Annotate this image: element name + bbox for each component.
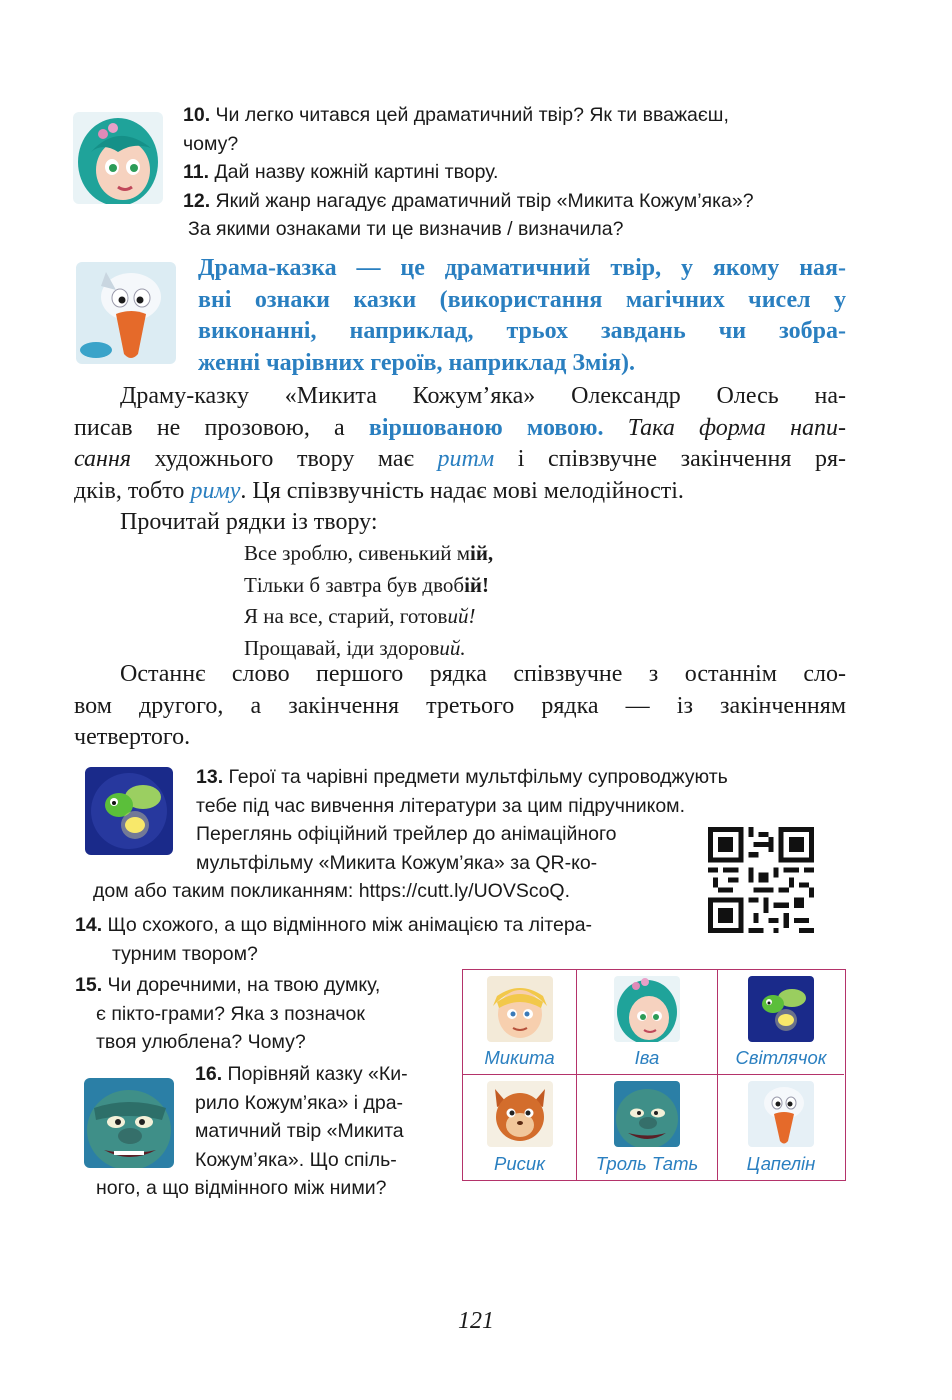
paragraph2-line1: Останнє слово першого рядка співзвучне з останнім сло- — [120, 661, 846, 687]
q15-text-2: є пікто-грами? Яка з позначок — [96, 1002, 365, 1025]
q14-text-2: турним твором? — [112, 942, 258, 965]
verse-line1-a: Все зроблю, сивенький м — [244, 541, 470, 565]
paragraph-verse-form — [74, 381, 846, 539]
drama-tale-definition — [198, 253, 846, 379]
iva-portrait-image — [73, 112, 163, 204]
firefly-icon — [748, 976, 814, 1042]
page-number: 121 — [458, 1308, 494, 1334]
definition-text-2: вні ознаки казки (використання магічних чисел у — [198, 286, 846, 313]
paragraph1-line2-c: Така форма напи- — [603, 414, 846, 441]
q11-number: 11. — [183, 161, 210, 183]
q13-text-2: тебе під час вивчення літератури за цим підручником. — [196, 794, 686, 817]
q12-number: 12. — [183, 189, 211, 212]
paragraph1-line2-a: писав не прозовою, а — [74, 414, 369, 441]
character-name: Цапелін — [746, 1153, 816, 1174]
paragraph1-line3-a: сання — [74, 446, 131, 472]
q13-text-5: дом або таким покликанням: https://cutt.ly/UOVScoQ. — [93, 880, 571, 902]
boy-mykyta-icon — [487, 976, 553, 1042]
paragraph1-line3-d: і співзвучне закінчення ря- — [494, 446, 846, 472]
heron-image — [76, 262, 176, 364]
definition-text-1: — це драматичний твір, у якому ная- — [336, 255, 846, 281]
q14-text-1: Що схожого, а що відмінного між анімацією та літера- — [107, 914, 593, 936]
definition-term: Драма-казка — [198, 255, 337, 281]
character-name: Троль Тать — [595, 1153, 699, 1174]
q10-text: Чи легко читався цей драматичний твір? Як ти вважаєш, — [215, 104, 729, 126]
verse-line2-a: Тільки б завтра був двоб — [244, 572, 465, 597]
rhythm-term: ритм — [437, 446, 495, 472]
q13-text-4: мультфільму «Микита Кожум’яка» за QR-ко- — [196, 851, 598, 874]
paragraph1-line3-b: художнього твору має — [131, 446, 438, 472]
character-cell-rysyk — [463, 1075, 577, 1180]
q16-text-3: матичний твір «Микита — [195, 1120, 404, 1142]
q12-text-cont: За якими ознаками ти це визначив / визначила? — [188, 218, 624, 240]
question-14 — [75, 911, 695, 968]
verse-excerpt — [244, 538, 664, 664]
troll-tat-icon — [614, 1081, 680, 1147]
character-name: Іва — [634, 1047, 660, 1068]
q12-text: Який жанр нагадує драматичний твір «Микита Кожум’яка»? — [215, 189, 754, 212]
lynx-rysyk-icon — [487, 1081, 553, 1147]
question-15 — [75, 971, 455, 1057]
q15-text-1: Чи доречними, на твою думку, — [107, 974, 381, 996]
rhyme-term: риму — [190, 477, 241, 504]
q16-text-4: Кожум’яка». Що спіль- — [195, 1148, 397, 1171]
q16-text-1: Порівняй казку «Ки- — [227, 1063, 408, 1085]
q16-text-5: ного, а що відмінного між ними? — [96, 1177, 387, 1199]
verse-line3-b: ий! — [447, 604, 476, 628]
question-16 — [75, 1060, 455, 1203]
q14-number: 14. — [75, 914, 103, 936]
paragraph2-line2: вом другого, а закінчення третього рядка — із закінченням — [74, 692, 846, 719]
character-cell-mykyta — [463, 970, 577, 1075]
verse-line4-a: Прощавай, іди здоров — [244, 635, 440, 660]
character-name: Рисик — [494, 1153, 545, 1174]
character-pictogram-table — [462, 969, 846, 1181]
character-cell-firefly — [718, 970, 844, 1075]
q13-text-3: Переглянь офіційний трейлер до анімаційного — [196, 823, 617, 845]
q11-text: Дай назву кожній картині твору. — [214, 161, 499, 183]
paragraph1-line4-a: дків, тобто — [74, 477, 191, 504]
q15-text-3: твоя улюблена? Чому? — [96, 1031, 306, 1053]
definition-text-4: женні чарівних героїв, наприклад Змія). — [198, 349, 636, 376]
verse-line1-b: ій, — [470, 541, 494, 565]
qr-code[interactable] — [708, 827, 814, 933]
paragraph2-line3: четвертого. — [74, 724, 191, 750]
q13-text-1: Герої та чарівні предмети мультфільму супроводжують — [228, 766, 728, 788]
character-cell-troll — [577, 1075, 718, 1180]
q16-number: 16. — [195, 1063, 223, 1085]
read-prompt: Прочитай рядки із твору: — [120, 509, 378, 535]
definition-text-3: виконанні, наприклад, трьох завдань чи зобра- — [198, 318, 846, 344]
character-cell-heron — [718, 1075, 844, 1180]
paragraph1-line1: Драму-казку «Микита Кожум’яка» Олександр Олесь на- — [120, 383, 846, 409]
q15-number: 15. — [75, 974, 103, 996]
girl-iva-icon — [614, 976, 680, 1042]
verse-line2-b: ій! — [464, 572, 489, 597]
questions-10-12 — [183, 101, 848, 244]
q10-number: 10. — [183, 104, 211, 126]
paragraph1-line4-c: . Ця співзвучність надає мові мелодійності. — [240, 477, 684, 504]
verse-line3-a: Я на все, старий, готов — [244, 604, 448, 628]
heron-tsapelin-icon — [748, 1081, 814, 1147]
verse-line4-b: ий. — [439, 635, 466, 660]
character-name: Микита — [484, 1047, 555, 1068]
character-cell-iva — [577, 970, 718, 1075]
q13-number: 13. — [196, 766, 224, 788]
q10-text-cont: чому? — [183, 132, 239, 155]
q16-text-2: рило Кожум’яка» і дра- — [195, 1091, 404, 1114]
verse-speech-term: віршованою мовою. — [368, 414, 604, 441]
character-name: Світлячок — [735, 1047, 827, 1068]
paragraph-rhyme-explanation — [74, 659, 846, 754]
